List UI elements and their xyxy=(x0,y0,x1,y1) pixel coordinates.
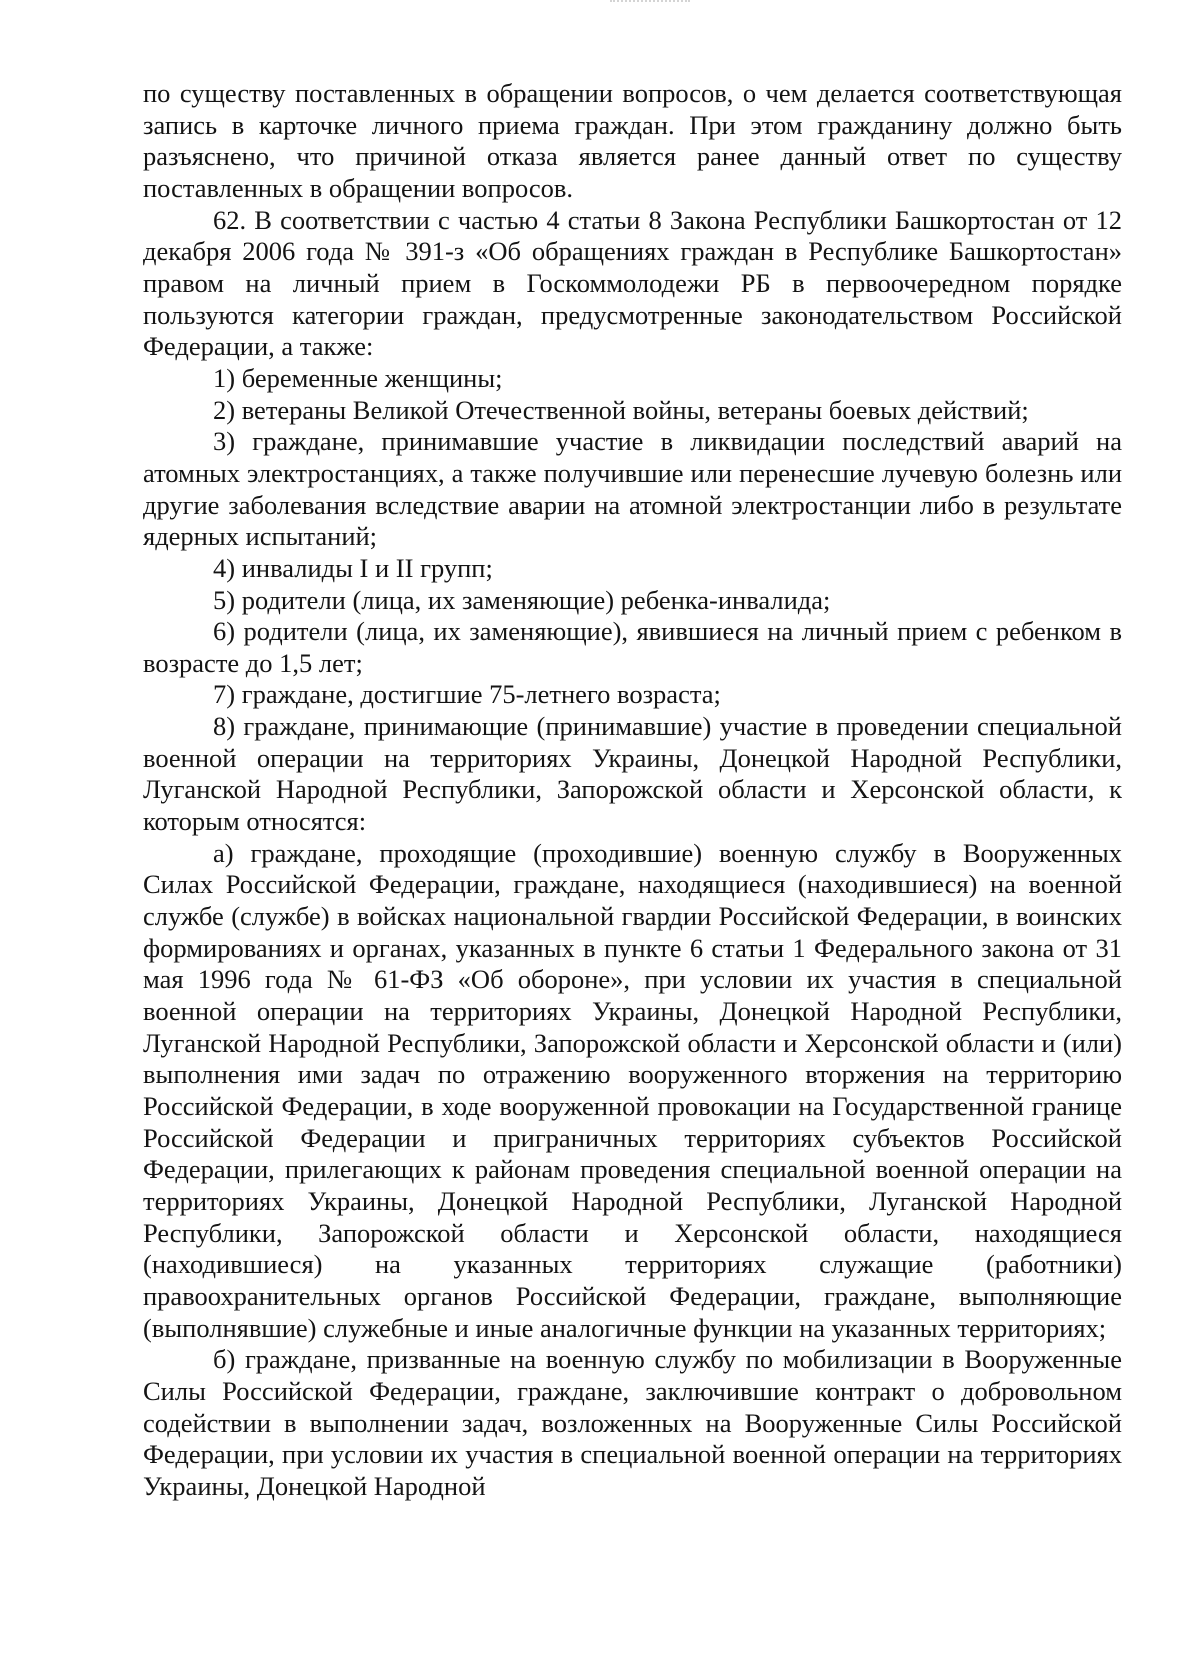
list-item-7: 7) граждане, достигшие 75-летнего возраста; xyxy=(213,679,721,710)
list-item-4: 4) инвалиды I и II групп; xyxy=(213,552,493,583)
scan-artifact xyxy=(610,0,690,10)
list-item-5: 5) родители (лица, их заменяющие) ребенка-инвалида; xyxy=(213,584,831,615)
sub-item-a: а) граждане, проходящие (проходившие) военную службу в Вооруженных Силах Российской Федерации, граждане, находящиеся (находившиеся) на военной службе (службе) в войсках национальной гвардии Российской Федерации, в воинских формированиях и органах, указанных в пункте 6 статьи 1 Федерального закона от 31 мая 1996 года № 61-ФЗ «Об обороне», при условии их участия в специальной военной операции на территориях Украины, Донецкой Народной Республики, Луганской Народной Республики, Запорожской области и Херсонской области и (или) выполнения ими задач по отражению вооруженного вторжения на территорию Российской Федерации, в ходе вооруженной провокации на Государственной границе Российской Федерации и приграничных территориях субъектов Российской Федерации, прилегающих к районам проведения специальной военной операции на территориях Украины, Донецкой Народной Республики, Луганской Народной Республики, Запорожской области и Херсонской области, находящиеся (находившиеся) на указанных территориях служащие (работники) правоохранительных органов Российской Федерации, граждане, выполняющие (выполнявшие) служебные и иные аналогичные функции на указанных территориях; xyxy=(143,837,1122,1343)
list-item-3: 3) граждане, принимавшие участие в ликвидации последствий аварий на атомных электростанциях, а также получившие или перенесшие лучевую болезнь или другие заболевания вследствие аварии на атомной электростанции либо в результате ядерных испытаний; xyxy=(143,426,1122,552)
list-item-6: 6) родители (лица, их заменяющие), явившиеся на личный прием с ребенком в возрасте до 1,5 лет; xyxy=(143,616,1122,678)
sub-item-b: б) граждане, призванные на военную службу по мобилизации в Вооруженные Силы Российской Федерации, граждане, заключившие контракт о добровольном содействии в выполнении задач, возложенных на Вооруженные Силы Российской Федерации, при условии их участия в специальной военной операции на территориях Украины, Донецкой Народной xyxy=(143,1344,1122,1501)
paragraph-62: 62. В соответствии с частью 4 статьи 8 Закона Республики Башкортостан от 12 декабря 2006 года № 391-з «Об обращениях граждан в Республике Башкортостан» правом на личный прием в Госкоммолодежи РБ в первоочередном порядке пользуются категории граждан, предусмотренные законодательством Российской Федерации, а также: xyxy=(143,204,1122,362)
paragraph-continuation: по существу поставленных в обращении вопросов, о чем делается соответствующая запись в карточке личного приема граждан. При этом гражданину должно быть разъяснено, что причиной отказа является ранее данный ответ по существу поставленных в обращении вопросов. xyxy=(143,78,1122,203)
document-body xyxy=(143,78,1122,1503)
list-item-2: 2) ветераны Великой Отечественной войны, ветераны боевых действий; xyxy=(213,394,1029,425)
list-item-1: 1) беременные женщины; xyxy=(213,362,503,393)
list-item-8: 8) граждане, принимающие (принимавшие) участие в проведении специальной военной операции на территориях Украины, Донецкой Народной Республики, Луганской Народной Республики, Запорожской области и Херсонской области, к которым относятся: xyxy=(143,711,1122,837)
